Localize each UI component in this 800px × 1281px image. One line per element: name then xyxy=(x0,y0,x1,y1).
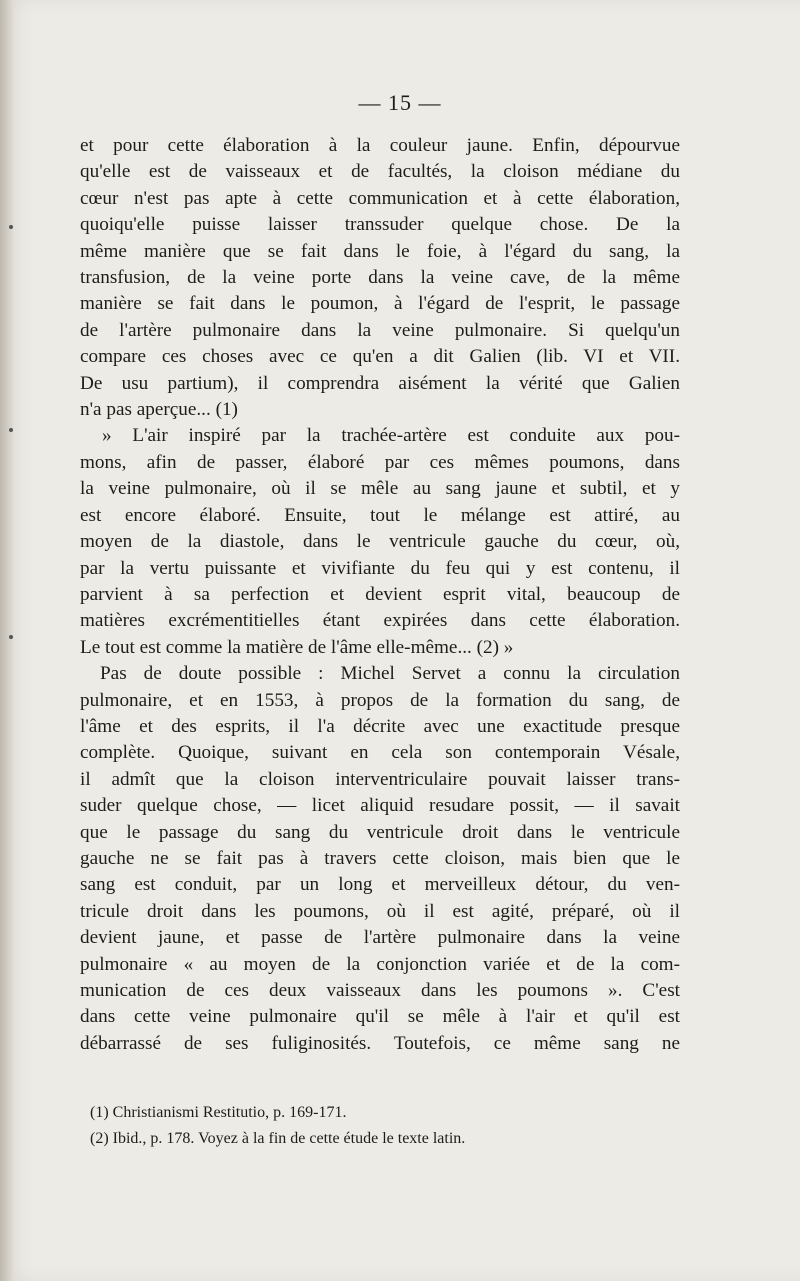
text-line: manière se fait dans le poumon, à l'égard de l'esprit, le passage xyxy=(80,293,680,315)
text-line: sang est conduit, par un long et merveilleux détour, du ven- xyxy=(80,874,680,896)
text-line: Le tout est comme la matière de l'âme elle-même... (2) » xyxy=(80,636,514,658)
margin-mark xyxy=(9,428,13,432)
text-line: l'âme et des esprits, il l'a décrite avec une exactitude presque xyxy=(80,715,680,737)
page-gutter xyxy=(0,0,14,1281)
text-line: dans cette veine pulmonaire qu'il se mêle à l'air et qu'il est xyxy=(80,1006,680,1028)
text-line: munication de ces deux vaisseaux dans les poumons ». C'est xyxy=(80,980,680,1001)
text-line: De usu partium), il comprendra aisément la vérité que Galien xyxy=(80,372,680,394)
text-line: que le passage du sang du ventricule droit dans le ventricule xyxy=(80,821,680,843)
text-line: débarrassé de ses fuliginosités. Toutefois, ce même sang ne xyxy=(80,1032,680,1054)
text-line: » L'air inspiré par la trachée-artère est conduite aux pou- xyxy=(102,425,680,447)
text-line: de l'artère pulmonaire dans la veine pulmonaire. Si quelqu'un xyxy=(80,319,680,341)
text-line: parvient à sa perfection et devient esprit vital, beaucoup de xyxy=(80,583,680,605)
text-line: par la vertu puissante et vivifiante du feu qui y est contenu, il xyxy=(80,557,680,579)
margin-mark xyxy=(9,635,13,639)
page-number: — 15 — xyxy=(358,90,442,115)
text-line: suder quelque chose, — licet aliquid resudare possit, — il savait xyxy=(80,795,680,817)
text-line: quoiqu'elle puisse laisser transsuder quelque chose. De la xyxy=(80,214,680,236)
text-line: pulmonaire, et en 1553, à propos de la formation du sang, de xyxy=(80,689,680,711)
text-line: la veine pulmonaire, où il se mêle au sang jaune et subtil, et y xyxy=(80,478,680,500)
text-line: pulmonaire « au moyen de la conjonction variée et de la com- xyxy=(80,953,680,975)
text-line: qu'elle est de vaisseaux et de facultés, la cloison médiane du xyxy=(80,161,680,183)
footnote: (1) Christianismi Restitutio, p. 169-171. xyxy=(90,1104,347,1121)
text-line: complète. Quoique, suivant en cela son contemporain Vésale, xyxy=(80,742,680,764)
text-line: gauche ne se fait pas à travers cette cloison, mais bien que le xyxy=(80,847,680,869)
text-line: tricule droit dans les poumons, où il est agité, préparé, où il xyxy=(80,900,680,922)
text-line: et pour cette élaboration à la couleur jaune. Enfin, dépourvue xyxy=(80,135,680,156)
text-line: Pas de doute possible : Michel Servet a connu la circulation xyxy=(100,663,680,685)
text-line: matières excrémentitielles étant expirées dans cette élaboration. xyxy=(80,610,680,632)
text-line: mons, afin de passer, élaboré par ces mêmes poumons, dans xyxy=(80,451,680,473)
text-line: même manière que se fait dans le foie, à l'égard du sang, la xyxy=(80,240,680,262)
text-line: transfusion, de la veine porte dans la veine cave, de la même xyxy=(80,267,680,289)
text-line: devient jaune, et passe de l'artère pulmonaire dans la veine xyxy=(80,927,680,949)
text-line: compare ces choses avec ce qu'en a dit Galien (lib. VI et VII. xyxy=(80,346,680,368)
margin-mark xyxy=(9,225,13,229)
footnote: (2) Ibid., p. 178. Voyez à la fin de cette étude le texte latin. xyxy=(90,1130,466,1147)
text-line: il admît que la cloison interventriculaire pouvait laisser trans- xyxy=(80,768,680,790)
footnotes xyxy=(90,1100,680,1152)
body-text xyxy=(80,133,680,1057)
text-line: cœur n'est pas apte à cette communication et à cette élaboration, xyxy=(80,187,680,209)
text-line: n'a pas aperçue... (1) xyxy=(80,399,238,421)
text-line: moyen de la diastole, dans le ventricule gauche du cœur, où, xyxy=(80,531,680,553)
text-line: est encore élaboré. Ensuite, tout le mélange est attiré, au xyxy=(80,504,680,526)
